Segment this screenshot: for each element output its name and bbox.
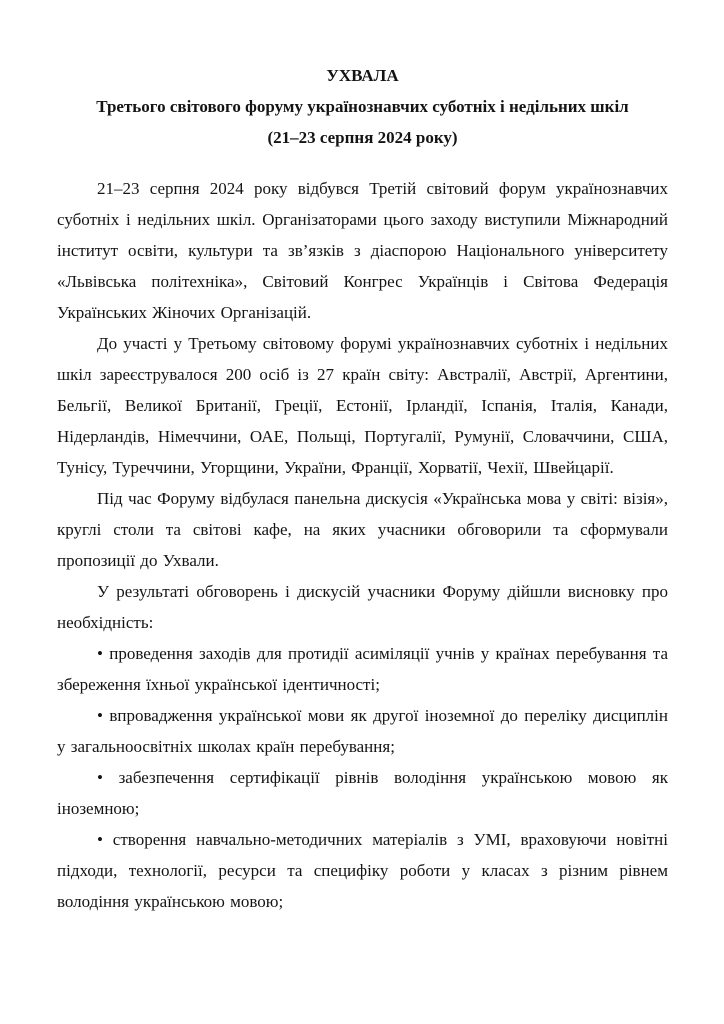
bullet-item: • створення навчально-методичних матеріалів з УМІ, враховуючи новітні підходи, технології, ресурси та специфіку роботи у класах з різним рівнем володіння українською мовою; (57, 830, 668, 911)
bullet-item: • забезпечення сертифікації рівнів володіння українською мовою як іноземною; (57, 768, 668, 818)
bullet-item: • проведення заходів для протидії асиміляції учнів у країнах перебування та збереження їхньої української ідентичності; (57, 644, 668, 694)
bullet-item: • впровадження української мови як другої іноземної до переліку дисциплін у загальноосвітніх школах країн перебування; (57, 706, 668, 756)
paragraph: До участі у Третьому світовому форумі українознавчих суботніх і недільних шкіл зареєструвалося 200 осіб із 27 країн світу: Австралії, Австрії, Аргентини, Бельгії, Великої Британії, Греції, Естонії, Ірландії, Іспанія, Італія, Канади, Нідерландів, Німеччини, ОАЕ, Польщі, Португалії, Румунії, Словаччини, США, Тунісу, Туреччини, Угорщини, України, Франції, Хорватії, Чехії, Швейцарії. (57, 334, 668, 477)
paragraph: Під час Форуму відбулася панельна дискусія «Українська мова у світі: візія», круглі столи та світові кафе, на яких учасники обговорили та сформували пропозиції до Ухвали. (57, 489, 668, 570)
document-date-line: (21–23 серпня 2024 року) (267, 128, 458, 147)
document-subtitle: Третього світового форуму українознавчих суботніх і недільних шкіл (96, 97, 629, 116)
paragraph: У результаті обговорень і дискусій учасники Форуму дійшли висновку про необхідність: (57, 582, 668, 632)
document-title: УХВАЛА (326, 66, 399, 85)
paragraph: 21–23 серпня 2024 року відбувся Третій світовий форум українознавчих суботніх і недільних шкіл. Організаторами цього заходу виступили Міжнародний інститут освіти, культури та зв’язків з діаспорою Національного університету «Львівська політехніка», Світовий Конгрес Українців і Світова Федерація Українських Жіночих Організацій. (57, 179, 668, 322)
